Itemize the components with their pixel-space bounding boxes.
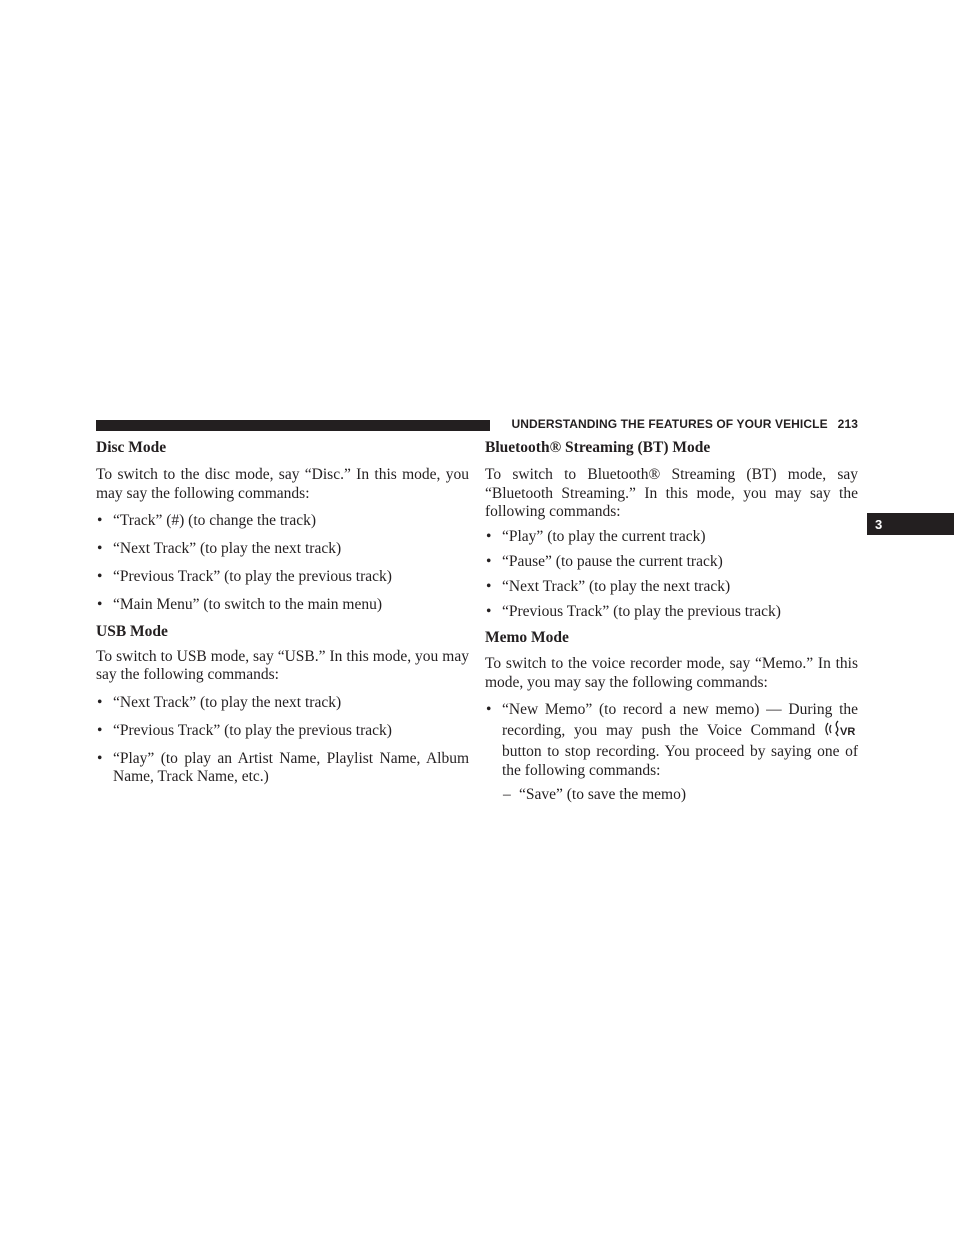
bullet: • [97,693,103,711]
list-item: • “Next Track” (to play the next track) [486,577,731,595]
usb-mode-heading: USB Mode [96,622,168,640]
bullet: • [97,540,103,557]
left-column [96,438,469,787]
memo-mode-intro: To switch to the voice recorder mode, say “Memo.” In this mode, you may say the following commands: [485,655,858,691]
svg-text:VR: VR [840,725,856,738]
bullet: • [486,552,492,570]
list-item: • “Previous Track” (to play the previous track) [97,721,392,739]
bullet: • [97,512,103,529]
memo-item-text-start: “New Memo” (to record a new memo) — During the recording, you may push the Voice Command [502,701,858,739]
bullet: • [486,701,492,718]
section-title: UNDERSTANDING THE FEATURES OF YOUR VEHICLE [511,417,828,431]
disc-mode-heading: Disc Mode [96,439,167,456]
bullet: • [97,596,103,613]
list-item: • “Next Track” (to play the next track) [97,540,342,557]
header-rule [96,420,490,431]
list-item: • “Previous Track” (to play the previous track) [97,568,392,585]
list-item: • “Track” (#) (to change the track) [97,512,316,529]
voice-command-icon [824,720,858,744]
usb-command-list [96,694,469,787]
running-header [498,417,858,431]
list-item: • “Next Track” (to play the next track) [97,693,342,711]
sub-list-item: – “Save” (to save the memo) [503,786,686,803]
bt-mode-heading: Bluetooth® Streaming (BT) Mode [485,439,711,456]
list-item: • “Main Menu” (to switch to the main menu) [97,596,383,613]
right-column [485,438,858,805]
bt-mode-intro: To switch to Bluetooth® Streaming (BT) mode, say “Bluetooth Streaming.” In this mode, you may say the following commands: [485,466,858,520]
bullet: • [97,749,103,767]
usb-mode-intro: To switch to USB mode, say “USB.” In this mode, you may say the following commands: [96,647,469,683]
dash: – [503,786,511,803]
list-item: • “Play” (to play the current track) [486,527,706,545]
disc-mode-intro: To switch to the disc mode, say “Disc.” In this mode, you may say the following commands: [96,466,469,502]
memo-mode-heading: Memo Mode [485,629,569,646]
disc-command-list [96,512,469,615]
list-item: • “Previous Track” (to play the previous track) [486,602,781,620]
bullet: • [97,721,103,739]
list-item: • “Pause” (to pause the current track) [486,552,723,570]
bullet: • [486,577,492,595]
bullet: • [486,602,492,620]
memo-item-text-end: button to stop recording. You proceed by saying one of the following commands: [502,743,858,779]
bullet: • [486,527,492,545]
bullet: • [97,568,103,585]
bt-command-list [485,528,858,622]
memo-command-list [485,701,858,805]
list-item: • “Play” (to play an Artist Name, Playlist Name, Album Name, Track Name, etc.) [97,749,469,785]
page-number: 213 [837,417,858,431]
chapter-tab [867,513,954,535]
list-item [485,701,858,805]
chapter-number: 3 [875,517,883,532]
